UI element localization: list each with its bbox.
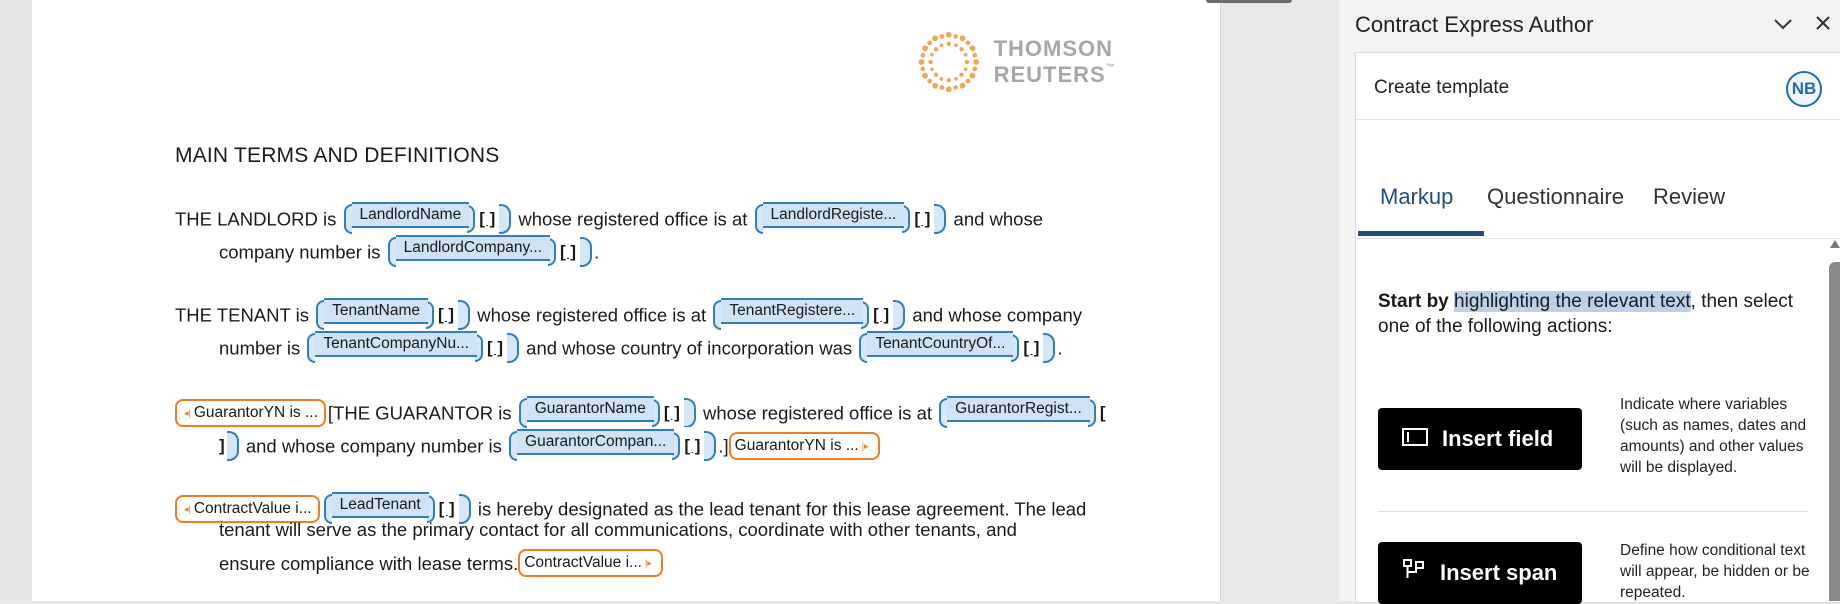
clause-text: number is <box>219 337 301 359</box>
lead-tenant-clause[interactable] <box>175 490 1095 582</box>
insert-span-label: Insert span <box>1440 560 1558 585</box>
tab-bar <box>1356 120 1840 239</box>
field-guarantor-company-number[interactable] <box>509 427 716 464</box>
field-label: LandlordRegiste... <box>763 202 905 228</box>
insert-field-label: Insert field <box>1442 426 1554 451</box>
field-value: [ ] <box>556 233 580 270</box>
document-page[interactable] <box>32 0 1221 601</box>
field-value: ] <box>217 427 227 464</box>
guarantor-clause[interactable] <box>175 394 1106 464</box>
span-icon <box>1402 558 1426 588</box>
field-value: [ ] <box>434 296 458 333</box>
thomson-reuters-logo-mark <box>916 26 982 98</box>
insert-field-description: Indicate where variables (such as names, dates and amounts) and other values will be displayed. <box>1620 396 1807 476</box>
field-value: [ ] <box>910 200 934 237</box>
tenant-clause[interactable] <box>175 296 1095 366</box>
template-card <box>1355 52 1840 603</box>
clause-text: whose registered office is at <box>703 402 933 424</box>
clause-text: tenant will serve as the primary contact for all communications, coordinate with other tenants, and <box>219 519 1017 540</box>
close-icon[interactable] <box>1815 11 1831 37</box>
field-guarantor-registered-office-end[interactable] <box>217 427 239 464</box>
intro-bold: Start by <box>1378 291 1449 312</box>
clause-text: company number is <box>219 241 381 263</box>
intro-text <box>1378 289 1808 339</box>
field-label: GuarantorName <box>527 396 654 422</box>
field-landlord-registered-office[interactable] <box>755 200 947 237</box>
field-value: [ ] <box>680 427 704 464</box>
clause-text: is hereby designated as the lead tenant for this lease agreement. The lead <box>477 498 1087 520</box>
create-template-label: Create template <box>1374 77 1510 98</box>
clause-text: and whose country of incorporation was <box>526 337 853 359</box>
field-value: [ ] <box>660 394 684 431</box>
scrollbar-thumb[interactable] <box>1829 262 1840 601</box>
span-guarantor-yn-start[interactable]: ◂| GuarantorYN is ... <box>175 399 326 427</box>
scroll-up-arrow[interactable] <box>1830 240 1840 248</box>
clause-text: . <box>594 241 600 263</box>
clause-text: and whose company <box>912 304 1083 326</box>
span-guarantor-yn-end[interactable]: GuarantorYN is ... |▸ <box>729 432 880 460</box>
clause-text: and whose <box>953 208 1044 230</box>
field-label: TenantCompanyNu... <box>315 331 477 357</box>
field-value: [ <box>1096 394 1110 431</box>
field-label: LeadTenant <box>332 492 429 518</box>
chevron-down-icon[interactable] <box>1773 14 1793 37</box>
field-label: TenantCountryOf... <box>867 331 1013 357</box>
insert-span-description: Define how conditional text will appear, be hidden or be repeated. <box>1620 542 1810 601</box>
field-label: LandlordName <box>352 202 470 228</box>
insert-span-button[interactable] <box>1378 542 1582 604</box>
tab-questionnaire[interactable]: Questionnaire <box>1487 184 1624 209</box>
field-value: [ ] <box>475 200 499 237</box>
intro-highlight: highlighting the relevant text <box>1454 291 1691 312</box>
clause-text: THE LANDLORD is <box>175 208 337 230</box>
field-tenant-company-number[interactable] <box>307 329 519 366</box>
intro-rest: , then select one of the following actions: <box>1378 291 1794 337</box>
document-left-margin <box>0 0 32 601</box>
tab-markup[interactable]: Markup <box>1380 184 1454 209</box>
clause-text: and whose company number is <box>245 435 502 457</box>
field-guarantor-name[interactable] <box>519 394 696 431</box>
field-landlord-name[interactable] <box>344 200 512 237</box>
clause-text: . <box>1057 337 1063 359</box>
insert-field-button[interactable] <box>1378 408 1582 470</box>
avatar[interactable]: NB <box>1786 71 1822 107</box>
clause-text: [THE GUARANTOR is <box>327 402 512 424</box>
field-tenant-country-of-incorporation[interactable] <box>859 329 1055 366</box>
field-guarantor-registered-office[interactable] <box>939 394 1109 431</box>
field-label: LandlordCompany... <box>396 235 550 261</box>
pane-title: Contract Express Author <box>1355 12 1594 37</box>
clause-text: whose registered office is at <box>477 304 707 326</box>
add-in-pane <box>1339 0 1840 601</box>
field-value: [ ] <box>483 329 507 366</box>
field-tenant-name[interactable] <box>316 296 470 333</box>
window-drag-handle[interactable] <box>1206 0 1292 3</box>
span-contract-value-end[interactable]: ContractValue i... |▸ <box>518 549 663 577</box>
active-tab-indicator <box>1358 231 1484 236</box>
divider <box>1378 511 1808 512</box>
document-right-gutter <box>1221 0 1339 601</box>
field-value: [ ] <box>1019 329 1043 366</box>
field-value: [ ] <box>435 490 459 527</box>
field-label: GuarantorRegist... <box>947 396 1090 422</box>
clause-text: whose registered office is at <box>518 208 748 230</box>
field-landlord-company-number[interactable] <box>388 233 592 270</box>
field-label: TenantRegistere... <box>721 298 863 324</box>
landlord-clause[interactable] <box>175 200 1095 270</box>
card-header <box>1356 53 1840 120</box>
clause-text: THE TENANT is <box>175 304 309 326</box>
logo-wordmark: THOMSON REUTERS™ <box>993 36 1116 87</box>
span-contract-value-start[interactable]: ◂| ContractValue i... <box>175 495 320 523</box>
field-label: TenantName <box>324 298 428 324</box>
field-label: GuarantorCompan... <box>517 429 674 455</box>
tab-review[interactable]: Review <box>1653 184 1726 209</box>
field-icon <box>1402 426 1428 452</box>
thomson-reuters-logo <box>916 26 1220 98</box>
clause-text: ensure compliance with lease terms. <box>219 553 519 574</box>
field-value: [ ] <box>869 296 893 333</box>
clause-text: .] <box>718 435 729 457</box>
field-tenant-registered-office[interactable] <box>713 296 905 333</box>
document-heading: MAIN TERMS AND DEFINITIONS <box>175 144 500 167</box>
